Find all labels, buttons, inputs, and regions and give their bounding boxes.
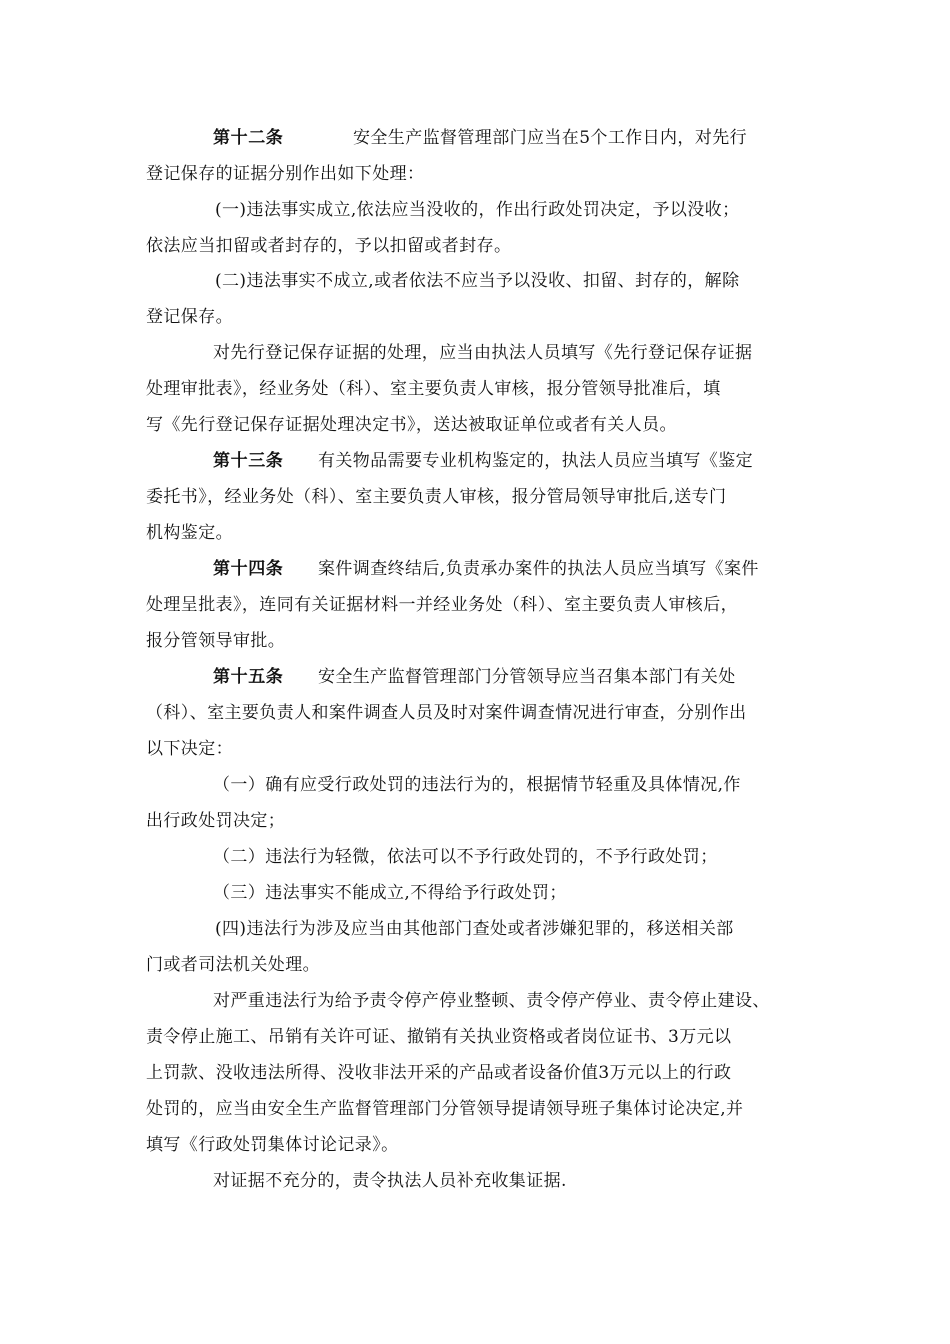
- article-12-item-2-line-2: 登记保存。: [146, 307, 233, 327]
- article-15-para-1-line-2: 责令停止施工、吊销有关许可证、撤销有关执业资格或者岗位证书、3万元以: [146, 1027, 732, 1047]
- article-13-line-2: 委托书》，经业务处（科）、室主要负责人审核，报分管局领导审批后,送专门: [146, 487, 727, 507]
- article-15-line-2: （科）、室主要负责人和案件调查人员及时对案件调查情况进行审查，分别作出: [146, 703, 747, 723]
- article-12-para-line-2: 处理审批表》，经业务处（科）、室主要负责人审核，报分管领导批准后，填: [146, 379, 721, 399]
- article-15-item-3: （三）违法事实不能成立,不得给予行政处罚；: [213, 883, 567, 903]
- article-12-line-2: 登记保存的证据分别作出如下处理：: [146, 164, 425, 184]
- article-15-line-3: 以下决定：: [146, 739, 233, 759]
- article-12-para-line-1: 对先行登记保存证据的处理，应当由执法人员填写《先行登记保存证据: [213, 343, 753, 363]
- article-13-line-1: 有关物品需要专业机构鉴定的，执法人员应当填写《鉴定: [318, 451, 753, 471]
- article-15-item-1-line-2: 出行政处罚决定；: [146, 811, 286, 831]
- article-15-item-4-line-1: (四)违法行为涉及应当由其他部门查处或者涉嫌犯罪的，移送相关部: [215, 919, 734, 939]
- article-14-line-1: 案件调查终结后,负责承办案件的执法人员应当填写《案件: [318, 559, 759, 579]
- article-12-title: 第十二条: [213, 128, 284, 148]
- article-12-para-line-3: 写《先行登记保存证据处理决定书》，送达被取证单位或者有关人员。: [146, 415, 677, 435]
- article-12-line-1: 安全生产监督管理部门应当在5个工作日内，对先行: [353, 128, 748, 148]
- article-13-line-3: 机构鉴定。: [146, 523, 233, 543]
- article-15-para-1-line-5: 填写《行政处罚集体讨论记录》。: [146, 1135, 399, 1155]
- article-15-title: 第十五条: [213, 667, 284, 687]
- article-12-item-2-line-1: (二)违法事实不成立,或者依法不应当予以没收、扣留、封存的，解除: [215, 271, 740, 291]
- article-15-para-1-line-1: 对严重违法行为给予责令停产停业整顿、责令停产停业、责令停止建设、: [213, 991, 770, 1011]
- article-12-item-1-line-2: 依法应当扣留或者封存的，予以扣留或者封存。: [146, 236, 512, 256]
- article-15-para-1-line-4: 处罚的，应当由安全生产监督管理部门分管领导提请领导班子集体讨论决定,并: [146, 1099, 744, 1119]
- article-13-title: 第十三条: [213, 451, 284, 471]
- article-15-para-1-line-3: 上罚款、没收违法所得、没收非法开采的产品或者设备价值3万元以上的行政: [146, 1063, 732, 1083]
- article-14-line-2: 处理呈批表》，连同有关证据材料一并经业务处（科）、室主要负责人审核后，: [146, 595, 738, 615]
- article-12-item-1-line-1: (一)违法事实成立,依法应当没收的，作出行政处罚决定，予以没收；: [215, 200, 740, 220]
- article-15-item-1-line-1: （一）确有应受行政处罚的违法行为的，根据情节轻重及具体情况,作: [213, 775, 741, 795]
- article-15-line-1: 安全生产监督管理部门分管领导应当召集本部门有关处: [318, 667, 736, 687]
- article-15-item-2: （二）违法行为轻微，依法可以不予行政处罚的，不予行政处罚；: [213, 847, 718, 867]
- article-14-line-3: 报分管领导审批。: [146, 631, 286, 651]
- article-15-item-4-line-2: 门或者司法机关处理。: [146, 955, 320, 975]
- article-15-para-2: 对证据不充分的，责令执法人员补充收集证据.: [213, 1171, 567, 1191]
- article-14-title: 第十四条: [213, 559, 284, 579]
